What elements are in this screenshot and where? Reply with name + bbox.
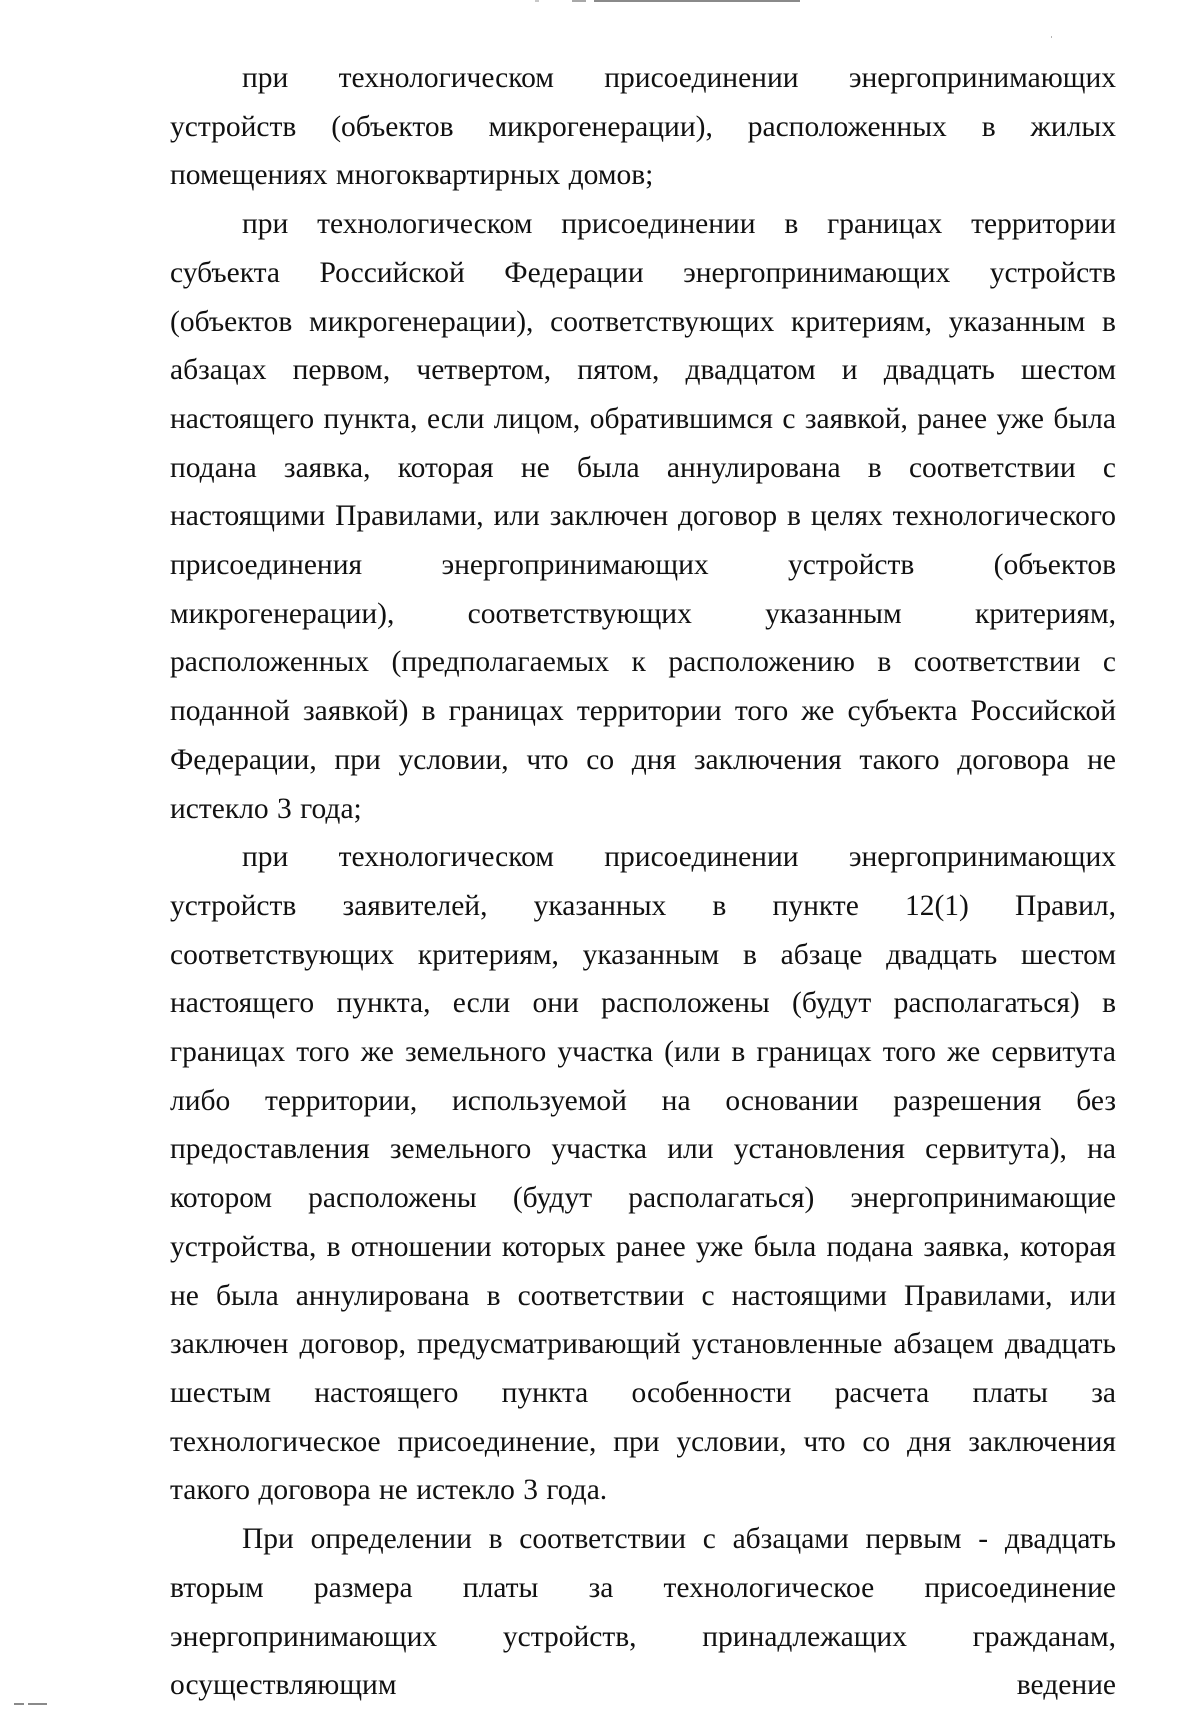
paragraph: при технологическом присоединении в границах территории субъекта Российской Федерации энергопринимающих устройств (объектов микрогенерации), соответствующих критериям, указанным в абзацах первом, четвертом, пятом, двадцатом и двадцать шестом настоящего пункта, если лицом, обратившимся с заявкой, ранее уже была подана заявка, которая не была аннулирована в соответствии с настоящими Правилами, или заключен договор в целях технологического присоединения энергопринимающих устройств (объектов микрогенерации), соответствующих указанным критериям, расположенных (предполагаемых к расположению в соответствии с поданной заявкой) в границах территории того же субъекта Российской Федерации, при условии, что со дня заключения такого договора не истекло 3 года; (170, 208, 1116, 825)
paragraph: при технологическом присоединении энергопринимающих устройств (объектов микрогенерации), расположенных в жилых помещениях многоквартирных домов; (170, 62, 1116, 192)
scan-edge-mark-top (594, 0, 800, 2)
document-body (170, 54, 1116, 1710)
paragraph: при технологическом присоединении энергопринимающих устройств заявителей, указанных в пункте 12(1) Правил, соответствующих критериям, указанным в абзаце двадцать шестом настоящего пункта, если они расположены (будут располагаться) в границах того же земельного участка (или в границах того же сервитута либо территории, используемой на основании разрешения без предоставления земельного участка или установления сервитута), на котором расположены (будут располагаться) энергопринимающие устройства, в отношении которых ранее уже была подана заявка, которая не была аннулирована в соответствии с настоящими Правилами, или заключен договор, предусматривающий установленные абзацем двадцать шестым настоящего пункта особенности расчета платы за технологическое присоединение, при условии, что со дня заключения такого договора не истекло 3 года. (170, 841, 1116, 1507)
paragraph: При определении в соответствии с абзацами первым - двадцать вторым размера платы за технологическое присоединение энергопринимающих устройств, принадлежащих гражданам, осуществляющим ведение (170, 1523, 1116, 1702)
scan-edge-mark-top-fragment (572, 0, 586, 2)
scan-speck (1051, 36, 1052, 38)
scan-edge-mark-top-fragment (535, 0, 539, 2)
